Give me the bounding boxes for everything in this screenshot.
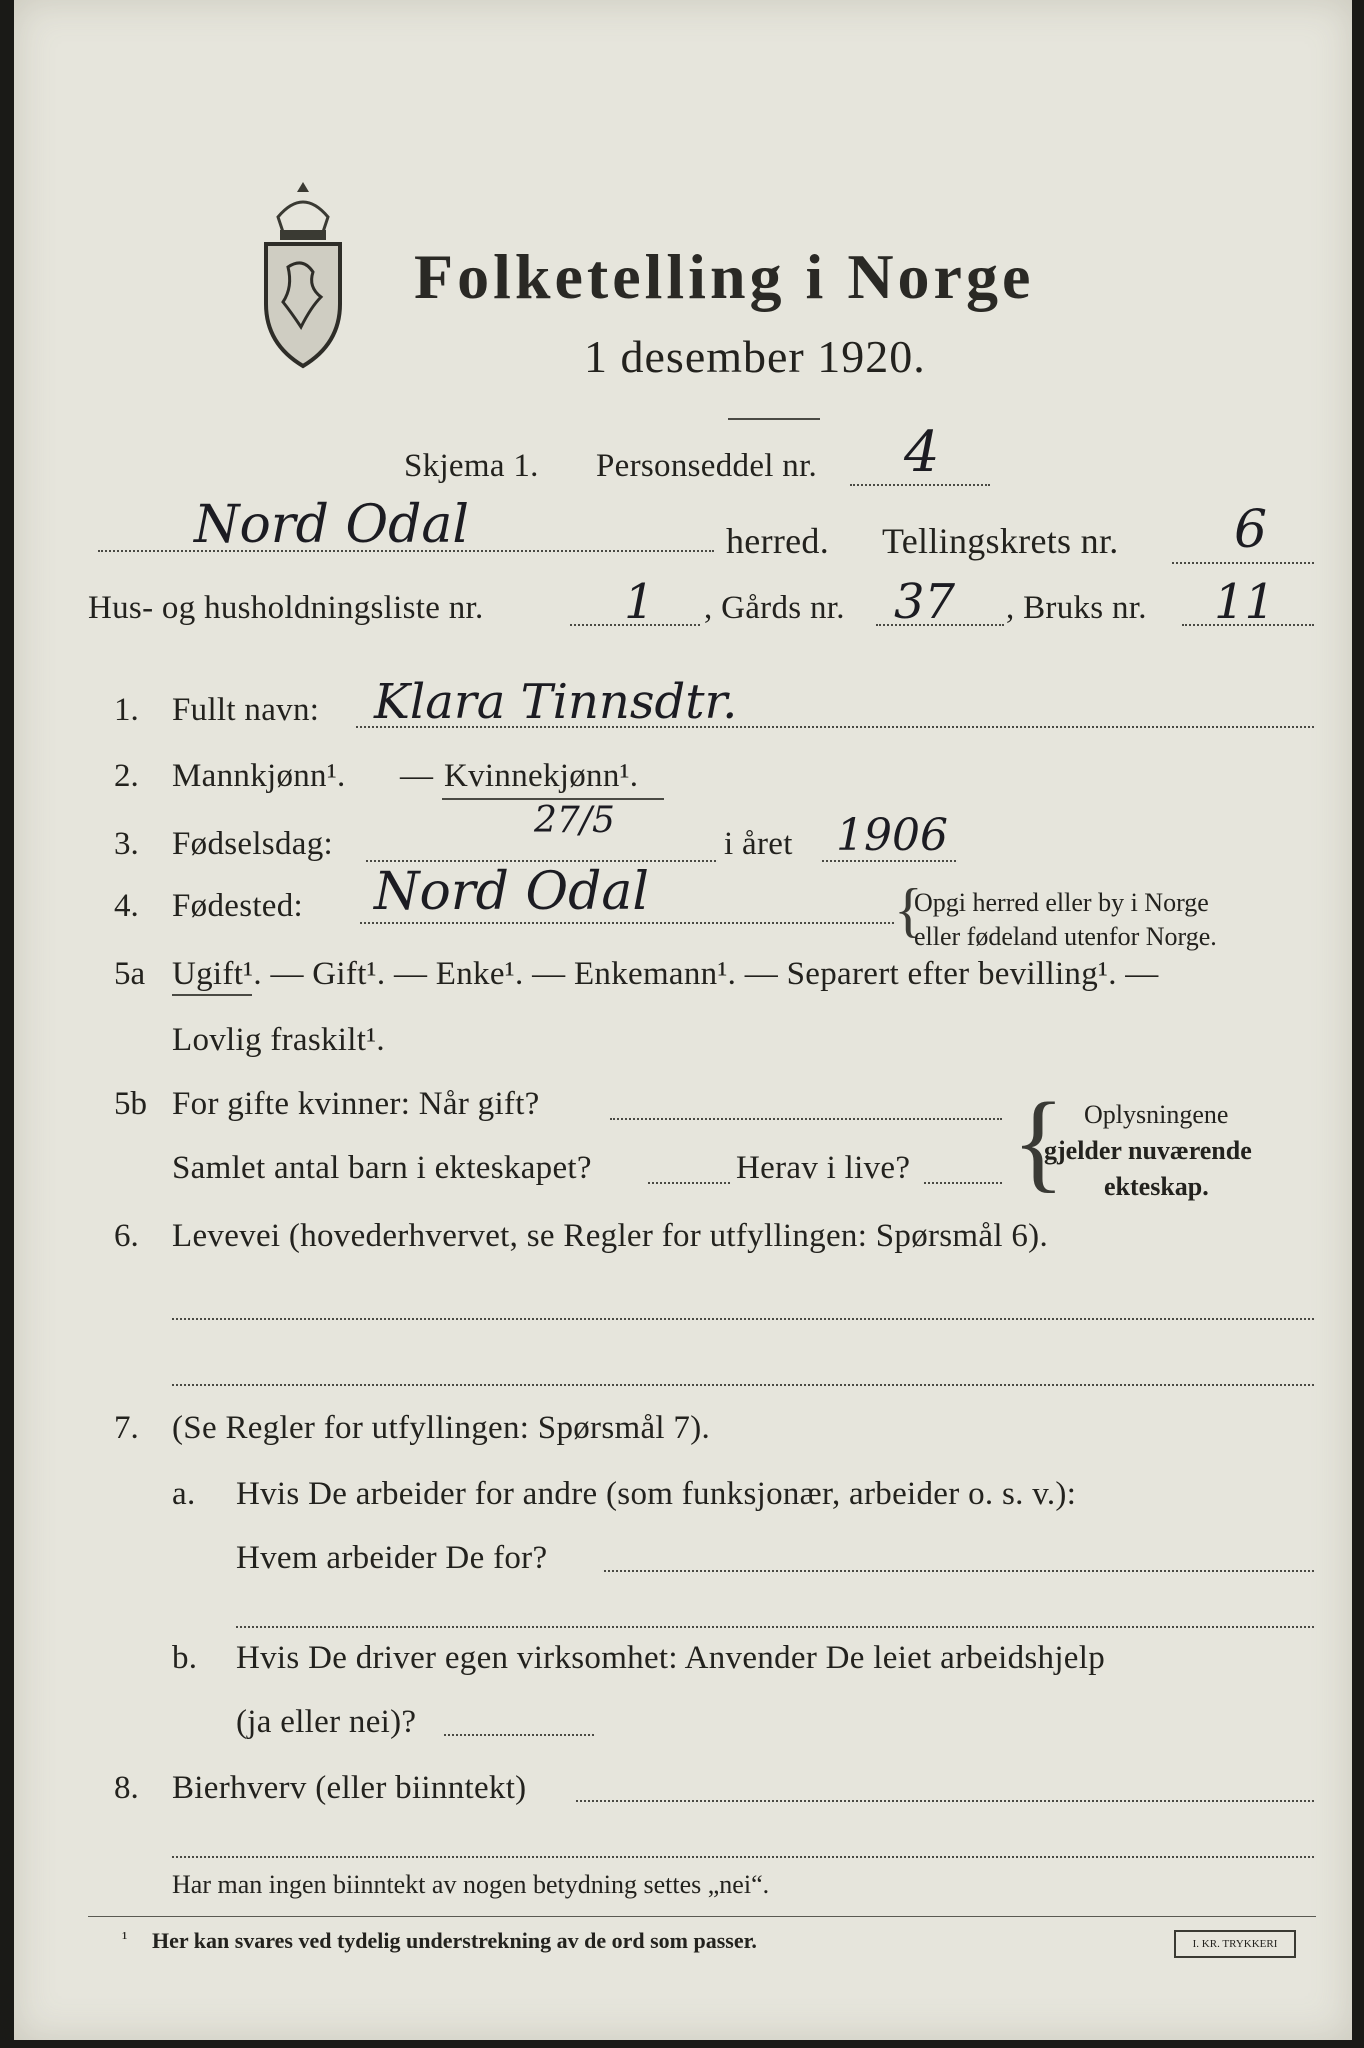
gards-label: , Gårds nr. [704, 590, 845, 626]
ekteskap-note-line3: ekteskap. [1104, 1172, 1209, 1201]
antal-barn-field-line [648, 1182, 730, 1184]
q5a-number: 5a [114, 956, 146, 992]
mannkjonn-option: Mannkjønn¹. [172, 758, 346, 794]
q1-number: 1. [114, 692, 139, 728]
hvem-arbeider-field-line [604, 1570, 1314, 1572]
bierhverv-field-line-2 [172, 1856, 1314, 1858]
hvem-arbeider-label: Hvem arbeider De for? [236, 1540, 548, 1576]
fodselsdag-value: 27/5 [534, 800, 615, 841]
fodested-note-line1: Opgi herred eller by i Norge [914, 888, 1209, 917]
fullt-navn-label: Fullt navn: [172, 692, 320, 728]
q7-label: (Se Regler for utfyllingen: Spørsmål 7). [172, 1410, 711, 1446]
herav-i-live-label: Herav i live? [736, 1150, 911, 1186]
levevei-field-line-1 [172, 1318, 1314, 1320]
personseddel-value: 4 [904, 420, 940, 485]
norwegian-coat-of-arms-icon [248, 172, 358, 372]
husliste-label: Hus- og husholdningsliste nr. [88, 590, 484, 626]
skjema-label: Skjema 1. [404, 448, 539, 484]
gards-value: 37 [894, 574, 956, 630]
ekteskap-note-line1: Oplysningene [1084, 1100, 1229, 1129]
census-date: 1 desember 1920. [584, 331, 926, 382]
q3-number: 3. [114, 826, 139, 862]
tellingskrets-value: 6 [1234, 500, 1268, 560]
footnote-text: Her kan svares ved tydelig understrekning av de ord som passer. [152, 1928, 757, 1953]
herav-i-live-field-line [924, 1182, 1002, 1184]
fodselsdag-label: Fødselsdag: [172, 826, 333, 862]
fodested-note-line2: eller fødeland utenfor Norge. [914, 922, 1217, 951]
ekteskap-note-brace: { [1012, 1080, 1065, 1202]
sivilstand-options: Ugift¹. — Gift¹. — Enke¹. — Enkemann¹. — Separert efter bevilling¹. — [172, 956, 1159, 992]
bierhverv-label: Bierhverv (eller biinntekt) [172, 1770, 527, 1806]
footer-divider [88, 1916, 1316, 1917]
ja-eller-nei-field-line [444, 1734, 594, 1736]
tellingskrets-label: Tellingskrets nr. [882, 521, 1119, 561]
biinntekt-note: Har man ingen biinntekt av nogen betydning settes „nei“. [172, 1870, 770, 1899]
levevei-field-line-2 [172, 1384, 1314, 1386]
bruks-label: , Bruks nr. [1006, 590, 1147, 626]
q7a-letter: a. [172, 1476, 196, 1512]
personseddel-label: Personseddel nr. [596, 448, 818, 484]
bruks-value: 11 [1214, 574, 1276, 630]
q2-dash: — [400, 758, 434, 794]
q7-number: 7. [114, 1410, 139, 1446]
q6-number: 6. [114, 1218, 139, 1254]
fullt-navn-value: Klara Tinnsdtr. [374, 674, 738, 730]
q7b-question: Hvis De driver egen virksomhet: Anvender De leiet arbeidshjelp [236, 1640, 1106, 1676]
nar-gift-label: For gifte kvinner: Når gift? [172, 1086, 540, 1122]
herred-value: Nord Odal [194, 495, 470, 555]
levevei-label: Levevei (hovederhvervet, se Regler for utfyllingen: Spørsmål 6). [172, 1218, 1049, 1254]
year-label: i året [724, 826, 793, 862]
herred-label: herred. [726, 521, 830, 561]
census-form [14, 0, 1352, 2040]
printer-stamp: I. KR. TRYKKERI [1174, 1930, 1296, 1958]
q8-number: 8. [114, 1770, 139, 1806]
q2-number: 2. [114, 758, 139, 794]
fodested-value: Nord Odal [374, 862, 650, 922]
hvem-arbeider-field-line-2 [236, 1626, 1314, 1628]
ja-eller-nei-label: (ja eller nei)? [236, 1704, 417, 1740]
nar-gift-field-line [610, 1118, 1002, 1120]
footnote-mark: ¹ [122, 1928, 128, 1948]
fodested-label: Fødested: [172, 888, 304, 924]
ekteskap-note-line2: gjelder nuværende [1044, 1136, 1252, 1165]
lovlig-fraskilt-option: Lovlig fraskilt¹. [172, 1022, 385, 1058]
q7a-question: Hvis De arbeider for andre (som funksjonær, arbeider o. s. v.): [236, 1476, 1077, 1512]
kvinnekjonn-option: Kvinnekjønn¹. [444, 758, 639, 794]
title-divider [728, 418, 820, 420]
antal-barn-label: Samlet antal barn i ekteskapet? [172, 1150, 592, 1186]
bierhverv-field-line [576, 1800, 1314, 1802]
fodested-note-brace: { [894, 877, 923, 943]
fodested-field-line [360, 922, 894, 924]
form-title: Folketelling i Norge [414, 241, 1035, 312]
ugift-underline [172, 994, 252, 996]
q5b-number: 5b [114, 1086, 147, 1122]
year-value: 1906 [836, 810, 948, 861]
q4-number: 4. [114, 888, 139, 924]
tellingskrets-field-line [1172, 562, 1314, 564]
husliste-value: 1 [624, 574, 655, 630]
q7b-letter: b. [172, 1640, 198, 1676]
